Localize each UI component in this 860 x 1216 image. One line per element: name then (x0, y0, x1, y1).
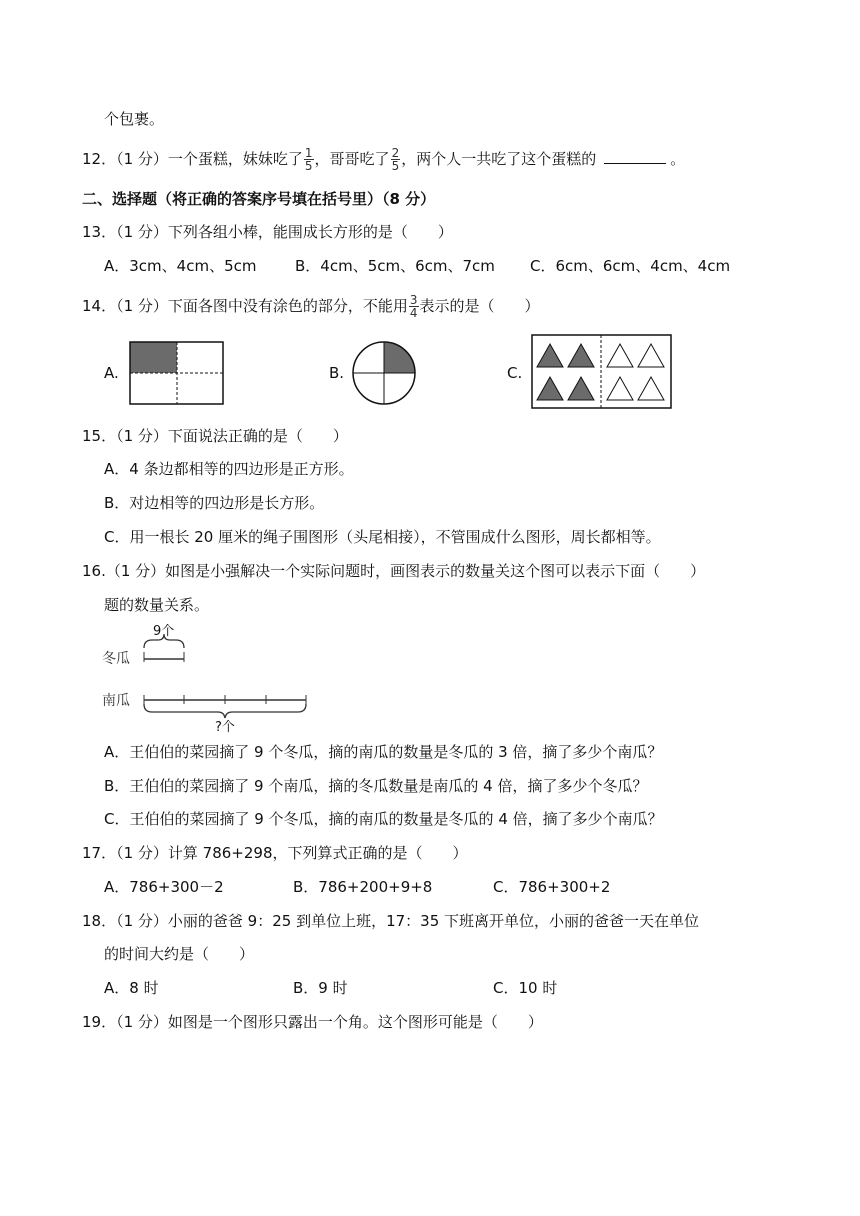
q12-text-c: ，两个人一共吃了这个蛋糕的 (401, 150, 597, 168)
question-17: 17．（1 分）计算 786+298，下列算式正确的是（ ） (82, 844, 468, 862)
diagram-top-count: 9个 (153, 624, 175, 639)
question-16-line-1: 16.（1 分）如图是小强解决一个实际问题时，画图表示的数量关这个图可以表示下面（ ） (82, 562, 706, 580)
q12-text-b: ，哥哥吃了 (314, 150, 390, 168)
q14-text-b: 表示的是（ ） (419, 297, 540, 315)
question-19: 19．（1 分）如图是一个图形只露出一个角。这个图形可能是（ ） (82, 1013, 543, 1031)
q12-text-a: 12．（1 分）一个蛋糕，妹妹吃了 (82, 150, 303, 168)
q16-option-a[interactable]: A．王伯伯的菜园摘了 9 个冬瓜，摘的南瓜的数量是冬瓜的 3 倍，摘了多少个南瓜？ (104, 743, 663, 761)
q14-figure-c-triangles (531, 334, 673, 410)
fraction-2-5: $\frac{2}{5}$ (391, 146, 400, 173)
q13-option-a[interactable]: A．3cm、4cm、5cm (104, 257, 257, 275)
diagram-bottom-count: ?个 (215, 720, 235, 735)
question-12 (82, 147, 685, 172)
q13-option-c[interactable]: C．6cm、6cm、4cm、4cm (530, 257, 731, 275)
question-18-line-2: 的时间大约是（ ） (104, 945, 255, 963)
q17-option-c[interactable]: C．786+300+2 (493, 878, 611, 896)
question-16-line-2: 题的数量关系。 (104, 596, 210, 614)
diagram-brackets (100, 618, 315, 734)
answer-blank[interactable] (604, 149, 666, 164)
section-2-heading: 二、选择题（将正确的答案序号填在括号里）（8 分） (82, 190, 436, 208)
q15-option-a[interactable]: A．4 条边都相等的四边形是正方形。 (104, 460, 354, 478)
question-13: 13．（1 分）下列各组小棒，能围成长方形的是（ ） (82, 223, 453, 241)
q15-option-c[interactable]: C．用一根长 20 厘米的绳子围图形（头尾相接），不管围成什么图形，周长都相等。 (104, 528, 661, 546)
q14-option-b-label[interactable]: B. (329, 364, 345, 382)
q16-diagram (100, 618, 315, 734)
diagram-label-nangua: 南瓜 (102, 693, 130, 709)
diagram-label-dongua: 冬瓜 (102, 651, 130, 667)
q16-option-c[interactable]: C．王伯伯的菜园摘了 9 个冬瓜，摘的南瓜的数量是冬瓜的 4 倍，摘了多少个南瓜？ (104, 810, 663, 828)
q18-option-b[interactable]: B．9 时 (293, 979, 348, 997)
q14-figure-b-circle (351, 340, 417, 406)
q16-option-b[interactable]: B．王伯伯的菜园摘了 9 个南瓜，摘的冬瓜数量是南瓜的 4 倍，摘了多少个冬瓜？ (104, 777, 648, 795)
question-15: 15．（1 分）下面说法正确的是（ ） (82, 427, 348, 445)
question-14 (82, 294, 540, 319)
q11-tail: 个包裹。 (104, 110, 165, 128)
q18-option-c[interactable]: C．10 时 (493, 979, 558, 997)
fraction-1-5: $\frac{1}{5}$ (304, 146, 313, 173)
q14-option-c-label[interactable]: C. (507, 364, 523, 382)
q14-figure-a-rectangle (129, 341, 225, 405)
fraction-3-4: $\frac{3}{4}$ (409, 293, 418, 320)
q14-option-a-label[interactable]: A. (104, 364, 119, 382)
q15-option-b[interactable]: B．对边相等的四边形是长方形。 (104, 494, 325, 512)
q17-option-a[interactable]: A．786+300－2 (104, 878, 224, 896)
q14-text-a: 14．（1 分）下面各图中没有涂色的部分，不能用 (82, 297, 408, 315)
q18-option-a[interactable]: A．8 时 (104, 979, 159, 997)
q13-option-b[interactable]: B．4cm、5cm、6cm、7cm (295, 257, 495, 275)
q12-text-d: 。 (670, 150, 686, 168)
question-18-line-1: 18．（1 分）小丽的爸爸 9：25 到单位上班，17：35 下班离开单位，小丽的爸爸一天在单位 (82, 912, 700, 930)
q17-option-b[interactable]: B．786+200+9+8 (293, 878, 433, 896)
